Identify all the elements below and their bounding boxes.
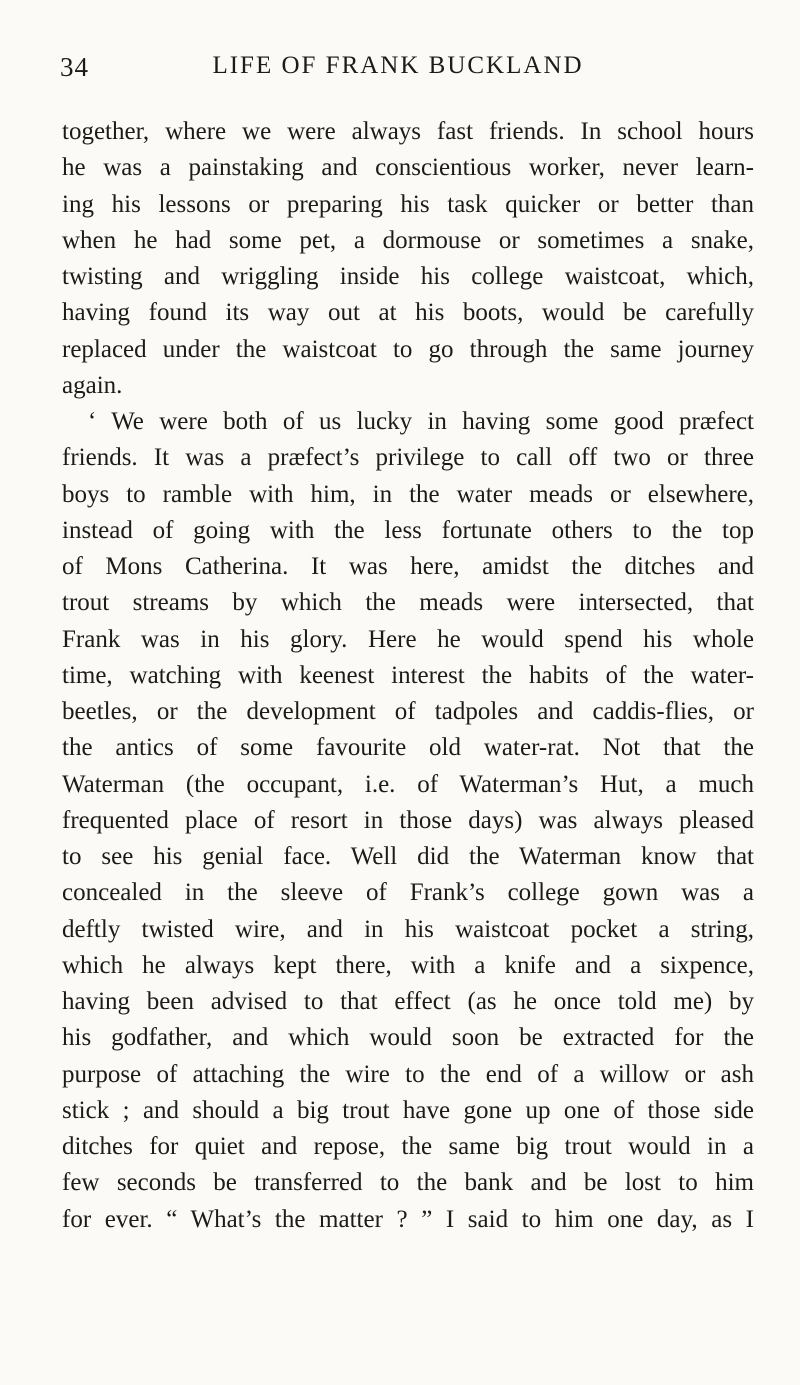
text-line: few seconds be transferred to the bank and be lost to him: [62, 1169, 754, 1197]
text-line: when he had some pet, a dormouse or sometimes a snake,: [62, 226, 754, 254]
text-line: boys to ramble with him, in the water meads or elsewhere,: [62, 480, 754, 508]
text-line: deftly twisted wire, and in his waistcoat pocket a string,: [62, 915, 754, 943]
page-number: 34: [60, 52, 89, 82]
text-line: to see his genial face. Well did the Waterman know that: [62, 843, 754, 870]
page-header: [60, 52, 736, 92]
text-line: having found its way out at his boots, would be carefully: [62, 299, 754, 327]
text-line: instead of going with the less fortunate others to the top: [62, 516, 754, 544]
body-text: [62, 114, 754, 1238]
text-line: of Mons Catherina. It was here, amidst the ditches and: [62, 553, 754, 580]
text-line: time, watching with keenest interest the habits of the water-: [62, 661, 754, 689]
text-line: having been advised to that effect (as he once told me) by: [62, 988, 754, 1015]
text-line: Frank was in his glory. Here he would spend his whole: [62, 625, 754, 653]
text-line: for ever. “ What’s the matter ? ” I said to him one day, as I: [62, 1205, 754, 1233]
text-line: together, where we were always fast friends. In school hours: [62, 118, 754, 145]
text-line: beetles, or the development of tadpoles and caddis-flies, or: [62, 698, 754, 725]
text-line: ‘ We were both of us lucky in having some good præfect: [88, 408, 754, 435]
text-line: ing his lessons or preparing his task quicker or better than: [62, 190, 754, 218]
text-line: ditches for quiet and repose, the same big trout would in a: [62, 1133, 754, 1160]
running-title: LIFE OF FRANK BUCKLAND: [212, 52, 584, 79]
text-line: concealed in the sleeve of Frank’s college gown was a: [62, 879, 754, 907]
text-line: frequented place of resort in those days) was always pleased: [62, 806, 754, 834]
text-line: he was a painstaking and conscientious worker, never learn-: [62, 154, 754, 182]
text-line: twisting and wriggling inside his college waistcoat, which,: [62, 263, 754, 290]
text-line: friends. It was a præfect’s privilege to call off two or three: [62, 444, 754, 472]
text-line: purpose of attaching the wire to the end of a willow or ash: [62, 1060, 754, 1088]
text-line: trout streams by which the meads were intersected, that: [62, 589, 754, 617]
text-line: which he always kept there, with a knife and a sixpence,: [62, 951, 754, 979]
text-line: Waterman (the occupant, i.e. of Waterman’s Hut, a much: [62, 770, 754, 798]
text-line: replaced under the waistcoat to go through the same journey: [62, 335, 754, 363]
text-line: the antics of some favourite old water-rat. Not that the: [62, 734, 754, 762]
text-line: again.: [62, 371, 123, 399]
text-line: his godfather, and which would soon be extracted for the: [62, 1024, 754, 1052]
text-line: stick ; and should a big trout have gone up one of those side: [62, 1096, 754, 1124]
